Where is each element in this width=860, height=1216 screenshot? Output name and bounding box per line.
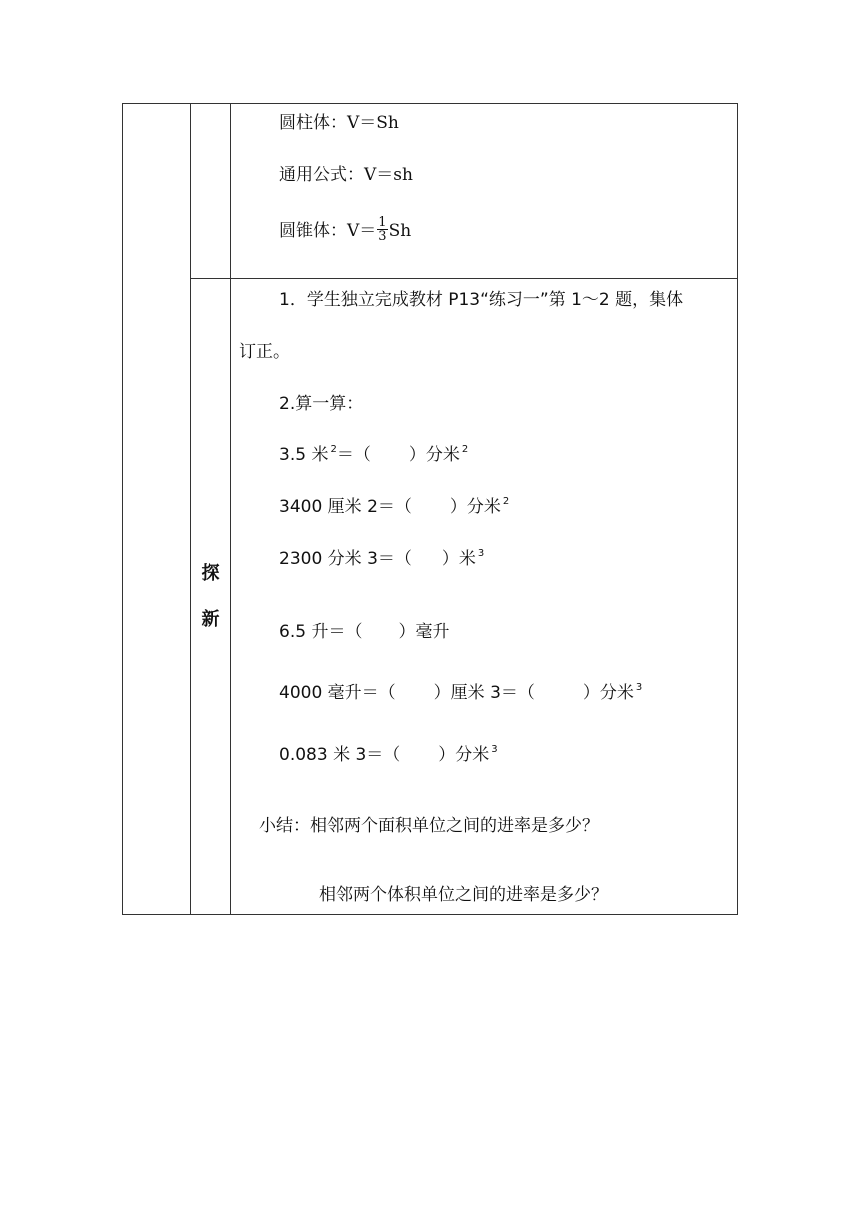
item-rhs: ）毫升 [398, 622, 450, 642]
cone-prefix: 圆锥体：V＝ [279, 221, 377, 241]
summary-line2: 相邻两个体积单位之间的进率是多少？ [319, 885, 608, 905]
exercise2-title: 2.算一算： [279, 394, 364, 414]
item-lhs: 6.5 升 [279, 622, 329, 642]
item-lhs: 4000 毫升 [279, 683, 362, 703]
item-lhs: 3400 厘米 2 [279, 497, 378, 517]
exercise-item [279, 617, 449, 642]
item-rhs-exponent: 3 [635, 682, 643, 693]
one-third-fraction [377, 216, 387, 243]
item-lhs: 3.5 米 [279, 445, 329, 465]
label-cell-empty [191, 104, 231, 279]
section-label-char-2: 新 [201, 608, 220, 630]
item-eq-open: ＝（ [361, 683, 396, 703]
fraction-numerator: 1 [378, 215, 387, 230]
item-rhs: ）分米 [408, 445, 460, 465]
item-eq-open: ＝（ [328, 622, 363, 642]
fraction-denominator: 3 [378, 229, 387, 244]
item-rhs-exponent: 3 [491, 744, 498, 755]
exercise1-line2: 订正。 [239, 342, 290, 362]
item-eq-open: ＝（ [336, 445, 371, 465]
item-eq-open: ＝（ [366, 745, 401, 765]
general-formula: 通用公式：V＝sh [279, 165, 413, 185]
item-eq-open: ＝（ [377, 497, 412, 517]
lesson-table [122, 103, 738, 915]
section-label-cell [191, 279, 231, 915]
exercise-item [279, 440, 468, 465]
exercise1-line1: 1．学生独立完成教材 P13“练习一”第 1～2 题，集体 [279, 290, 684, 310]
item-rhs-exponent: 3 [477, 548, 485, 559]
item-lhs: 0.083 米 3 [279, 745, 367, 765]
cone-suffix: Sh [388, 221, 412, 241]
exercise-item [279, 678, 642, 703]
summary-line1: 小结：相邻两个面积单位之间的进率是多少？ [259, 816, 599, 836]
item-lhs-exponent: 2 [330, 444, 337, 455]
item-rhs: ）分米 [582, 683, 634, 703]
item-rhs: ）分米 [449, 497, 501, 517]
item-rhs-exponent: 2 [502, 496, 510, 507]
cone-formula [279, 216, 411, 245]
stage-column-cell [123, 104, 191, 915]
item-lhs: 2300 分米 3 [279, 549, 378, 569]
exercise-item [279, 492, 509, 517]
cylinder-formula: 圆柱体：V＝Sh [279, 113, 399, 133]
item-rhs: ）分米 [438, 745, 490, 765]
exercise-item [279, 740, 498, 765]
item-rhs: ）米 [441, 549, 476, 569]
formula-cell [231, 104, 738, 279]
item-rhs-exponent: 2 [461, 444, 469, 455]
item-eq-open: ＝（ [377, 549, 412, 569]
item-mid: ）厘米 3＝（ [433, 683, 535, 703]
exercise-item [279, 544, 484, 569]
section-label-char-1: 探 [201, 562, 220, 584]
exercise-cell [231, 279, 738, 915]
